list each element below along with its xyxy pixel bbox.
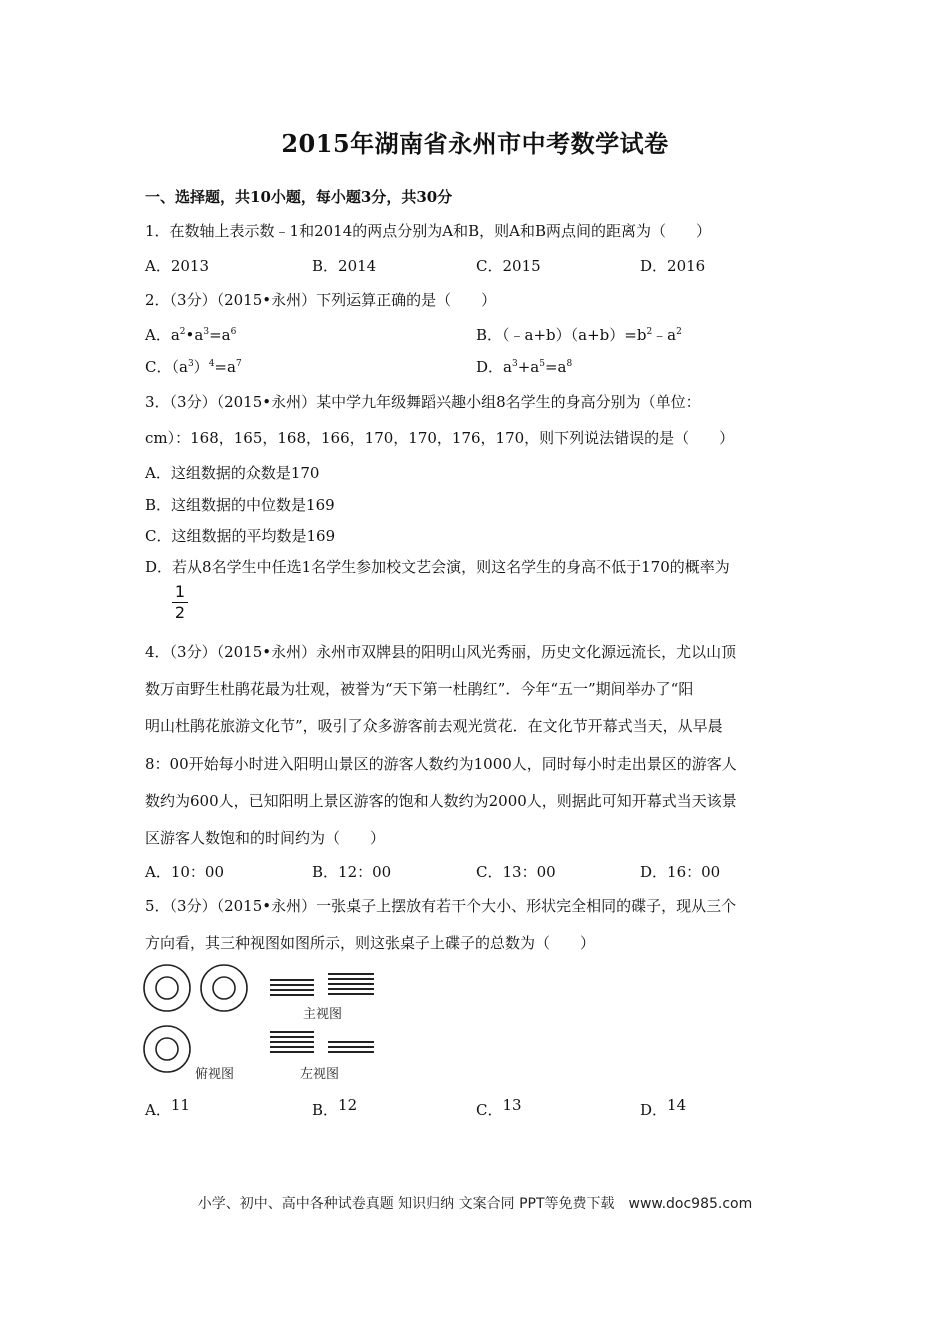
q2-option-c-label: C． bbox=[145, 358, 172, 376]
top-view-plate-1 bbox=[144, 965, 190, 1011]
question-1-stem: 1．在数轴上表示数﹣1和2014的两点分别为A和B，则A和B两点间的距离为（ ） bbox=[145, 222, 711, 240]
q2-option-d-formula: $a^3+a^5=a^8$ bbox=[503, 358, 573, 376]
top-view-plate-3 bbox=[144, 1026, 190, 1072]
q2-option-d bbox=[476, 356, 572, 377]
q5-option-a-value: 11 bbox=[170, 1096, 190, 1114]
question-4-line-2: 数万亩野生杜鹃花最为壮观，被誉为“天下第一杜鹃红”．今年“五一”期间举办了“阳 bbox=[145, 680, 694, 698]
question-5-line-1: 5．（3分）（2015•永州）一张桌子上摆放有若干个大小、形状完全相同的碟子，现从三个 bbox=[145, 897, 737, 915]
question-2-stem: 2．（3分）（2015•永州）下列运算正确的是（ ） bbox=[145, 291, 497, 309]
question-5-line-2: 方向看，其三种视图如图所示，则这张桌子上碟子的总数为（ ） bbox=[145, 934, 596, 952]
q5-option-c-label: C． bbox=[476, 1101, 503, 1119]
q4-option-c: C．13：00 bbox=[476, 863, 556, 881]
q4-option-d: D．16：00 bbox=[640, 863, 721, 881]
question-4-line-5: 数约为600人，已知阳明上景区游客的饱和人数约为2000人，则据此可知开幕式当天该景 bbox=[145, 792, 737, 810]
question-3-stem-line-2: cm）：168，165，168，166，170，170，176，170，则下列说法错误的是（ ） bbox=[145, 429, 735, 447]
q3-option-c: C．这组数据的平均数是169 bbox=[145, 527, 336, 545]
q5-option-d-label: D． bbox=[640, 1101, 668, 1119]
q2-option-a-label: A． bbox=[145, 326, 171, 344]
q1-option-a: A．2013 bbox=[145, 257, 210, 275]
q5-option-a bbox=[145, 1096, 190, 1120]
fraction-denominator: 2 bbox=[174, 603, 186, 622]
left-view-stack-left bbox=[270, 1032, 314, 1052]
question-4-line-4: 8：00开始每小时进入阳明山景区的游客人数约为1000人，同时每小时走出景区的游客人 bbox=[145, 755, 737, 773]
left-view-stack-right bbox=[328, 1042, 374, 1052]
q1-option-d: D．2016 bbox=[640, 257, 706, 275]
q2-option-b-formula: $(﹣a+b)(a+b)=b^2﹣a^2$ bbox=[502, 326, 682, 344]
q5-option-b-value: 12 bbox=[338, 1096, 358, 1114]
question-3-stem-line-1: 3．（3分）（2015•永州）某中学九年级舞蹈兴趣小组8名学生的身高分别为（单位： bbox=[145, 393, 701, 411]
page-footer: 小学、初中、高中各种试卷真题 知识归纳 文案合同 PPT等免费下载 www.doc985.com bbox=[197, 1196, 753, 1212]
label-main-view: 主视图 bbox=[303, 1007, 343, 1022]
top-view-plate-2 bbox=[201, 965, 247, 1011]
question-4-line-3: 明山杜鹃花旅游文化节”，吸引了众多游客前去观光赏花．在文化节开幕式当天，从早晨 bbox=[145, 717, 723, 735]
q2-option-a bbox=[145, 324, 236, 345]
front-view-stack-right bbox=[328, 974, 374, 994]
q2-option-d-label: D． bbox=[476, 358, 504, 376]
q2-option-a-formula: $a^2•a^3=a^6$ bbox=[170, 326, 237, 344]
fraction-numerator: 1 bbox=[174, 582, 186, 601]
exam-title: 2015年湖南省永州市中考数学试卷 bbox=[281, 129, 669, 158]
q3-option-d: D．若从8名学生中任选1名学生参加校文艺会演，则这名学生的身高不低于170的概率为 bbox=[145, 558, 730, 576]
q3-option-a: A．这组数据的众数是170 bbox=[145, 464, 320, 482]
q5-option-c bbox=[476, 1096, 522, 1120]
three-views-figure bbox=[140, 962, 400, 1088]
q5-option-c-value: 13 bbox=[502, 1096, 522, 1114]
label-top-view: 俯视图 bbox=[195, 1067, 235, 1082]
q5-option-b bbox=[312, 1096, 358, 1120]
q3-option-b: B．这组数据的中位数是169 bbox=[145, 496, 335, 514]
q5-option-d-value: 14 bbox=[667, 1096, 687, 1114]
q2-option-b-label: B． bbox=[476, 326, 503, 344]
q5-option-b-label: B． bbox=[312, 1101, 339, 1119]
q4-option-a: A．10：00 bbox=[145, 863, 225, 881]
front-view-stack-left bbox=[270, 980, 314, 995]
label-left-view: 左视图 bbox=[300, 1067, 340, 1082]
section-heading: 一、选择题，共10小题，每小题3分，共30分 bbox=[145, 188, 453, 206]
q1-option-c: C．2015 bbox=[476, 257, 541, 275]
q2-option-c bbox=[145, 356, 242, 377]
q3-fraction bbox=[172, 583, 188, 622]
q1-option-b: B．2014 bbox=[312, 257, 377, 275]
question-4-line-1: 4．（3分）（2015•永州）永州市双牌县的阳明山风光秀丽，历史文化源远流长，尤以山顶 bbox=[145, 643, 737, 661]
q4-option-b: B．12：00 bbox=[312, 863, 392, 881]
q2-option-c-formula: $(a^3)^4=a^7$ bbox=[171, 358, 242, 376]
q5-option-a-label: A． bbox=[145, 1101, 171, 1119]
question-4-line-6: 区游客人数饱和的时间约为（ ） bbox=[145, 829, 386, 847]
q2-option-b bbox=[476, 324, 682, 345]
q5-option-d bbox=[640, 1096, 687, 1120]
